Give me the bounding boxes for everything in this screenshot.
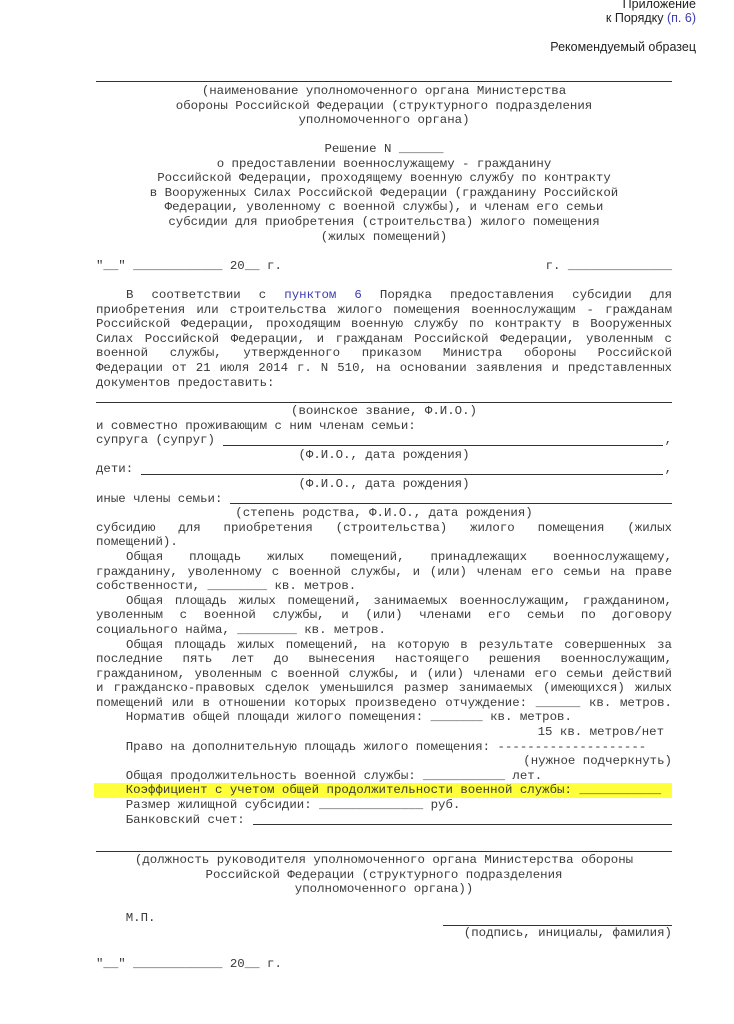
position-line[interactable]	[96, 851, 672, 852]
decision-city: г. ______________	[545, 259, 672, 273]
decision-body	[96, 404, 672, 827]
coefficient-line: Коэффициент с учетом общей продолжительности военной службы: ___________	[94, 783, 672, 798]
rank-name-field[interactable]	[96, 402, 672, 403]
comma: ,	[664, 433, 672, 448]
caption-line: (должность руководителя уполномоченного органа Министерства обороны	[134, 853, 634, 867]
norm-line: Норматив общей площади жилого помещения: _______ кв. метров.	[96, 710, 572, 725]
spouse-field[interactable]	[223, 434, 663, 446]
decision-date: "__" ____________ 20__ г.	[96, 259, 282, 273]
children-field[interactable]	[141, 463, 662, 475]
subsidy-line: помещений).	[96, 535, 178, 550]
order-reference	[606, 11, 696, 25]
caption-line: (наименование уполномоченного органа Министерства	[201, 84, 567, 98]
reduced-area-line: и гражданско-правовых сделок уменьшился размер занимаемых (имеющихся) жилых	[96, 681, 672, 696]
subsidy-amount-line: Размер жилищной субсидии: ______________ руб.	[96, 798, 461, 813]
social-area-line: Общая площадь жилых помещений, занимаемых военнослужащим, гражданином,	[126, 593, 672, 608]
point-6-link[interactable]: пунктом 6	[284, 288, 362, 302]
stamp-block	[96, 911, 672, 926]
decision-title	[96, 142, 672, 244]
stamp-label: М.П.	[96, 911, 156, 925]
intro-text: В соответствии с	[126, 288, 267, 302]
intro-paragraph	[96, 288, 672, 390]
children-row	[96, 462, 672, 477]
caption-line: обороны Российской Федерации (структурного подразделения	[175, 98, 593, 113]
caption-line: уполномоченного органа))	[294, 882, 474, 897]
family-intro: и совместно проживающим с ним членам семьи:	[96, 418, 416, 433]
reduced-area-line: помещений или в отношении которых произведено отчуждение: ______ кв. метров.	[96, 695, 672, 710]
owned-area-line: гражданину, уволенному с военной службы, и (или) членам его семьи на праве	[96, 564, 672, 579]
title-line: Федерации, уволенному с военной службы), и членам его семьи	[164, 200, 604, 215]
order-point-link[interactable]: (п. 6)	[667, 11, 696, 25]
intro-line: Федерации от 21 июля 2014 г. N 510, на основании заявления и представленных	[96, 360, 672, 375]
reduced-area-line: гражданином, уволенным с военной службы, и (или) членами его семьи действий	[96, 666, 672, 681]
subsidy-line: субсидию для приобретения (строительства) жилого помещения (жилых	[96, 520, 672, 535]
service-length-line: Общая продолжительность военной службы: ___________ лет.	[96, 768, 543, 783]
appendix-label: Приложение	[622, 0, 696, 11]
others-caption: (степень родства, Ф.И.О., дата рождения)	[235, 506, 533, 521]
spouse-label: супруга (супруг)	[96, 433, 215, 448]
intro-line: Российской Федерации, проходящим военную службу по контракту в Вооруженных	[96, 317, 672, 332]
children-label: дети:	[96, 462, 134, 477]
reduced-area-line: последние пять лет до вынесения настоящего решения военнослужащим,	[96, 652, 672, 667]
bank-account-field[interactable]	[253, 813, 672, 825]
title-line: о предоставлении военнослужащему - гражданину	[216, 156, 552, 171]
others-label: иные члены семьи:	[96, 491, 223, 506]
reduced-area-line: Общая площадь жилых помещений, на которую в результате совершенных за	[126, 637, 672, 652]
signature-caption-block	[96, 926, 672, 941]
signature-caption: (подпись, инициалы, фамилия)	[463, 926, 672, 940]
extra-right-line: Право на дополнительную площадь жилого помещения: --------------------	[96, 739, 647, 754]
signature-date-block	[96, 957, 672, 972]
extra-caption: (нужное подчеркнуть)	[523, 754, 672, 769]
org-name-line	[96, 81, 672, 82]
owned-area-line: собственности, ________ кв. метров.	[96, 579, 357, 594]
caption-line: Российской Федерации (структурного подразделения	[205, 867, 563, 882]
order-text: к Порядку	[605, 11, 664, 25]
owned-area-line: Общая площадь жилых помещений, принадлежащих военнослужащему,	[126, 549, 672, 564]
intro-text: Порядка предоставления субсидии для	[379, 288, 672, 302]
comma: ,	[664, 462, 672, 477]
intro-line: военной службы, утвержденного приказом Министра обороны Российской	[96, 346, 672, 361]
bank-account-row	[96, 813, 672, 828]
org-caption	[96, 84, 672, 128]
bank-account-label: Банковский счет:	[96, 812, 245, 827]
social-area-line: социального найма, ________ кв. метров.	[96, 622, 386, 637]
caption-line: уполномоченного органа)	[298, 113, 470, 128]
date-place-line	[96, 259, 672, 274]
intro-line: документов предоставить:	[96, 375, 275, 390]
extra-options: 15 кв. метров/нет	[537, 725, 664, 740]
intro-line: Силах Российской Федерации, и гражданам Российской Федерации, уволенным с	[96, 331, 672, 346]
title-line: (жилых помещений)	[320, 229, 448, 244]
spouse-caption: (Ф.И.О., дата рождения)	[298, 447, 470, 462]
title-line: Российской Федерации, проходящему военную службу по контракту	[157, 171, 611, 186]
others-row	[96, 492, 672, 507]
spouse-row	[96, 433, 672, 448]
rank-caption: (воинское звание, Ф.И.О.)	[291, 404, 477, 418]
signature-date: "__" ____________ 20__ г.	[96, 957, 282, 971]
title-line: Решение N ______	[324, 142, 444, 156]
intro-line: приобретения или строительства жилого помещения военнослужащим - гражданам	[96, 302, 672, 317]
social-area-line: уволенным с военной службы, и (или) членами его семьи по договору	[96, 608, 672, 623]
others-field[interactable]	[230, 492, 672, 504]
title-line: в Вооруженных Силах Российской Федерации (гражданину Российской	[149, 185, 619, 200]
children-caption: (Ф.И.О., дата рождения)	[298, 476, 470, 491]
intro-line	[96, 288, 672, 303]
title-line: субсидии для приобретения (строительства) жилого помещения	[168, 214, 600, 229]
sample-label: Рекомендуемый образец	[550, 40, 696, 54]
position-caption	[96, 853, 672, 897]
